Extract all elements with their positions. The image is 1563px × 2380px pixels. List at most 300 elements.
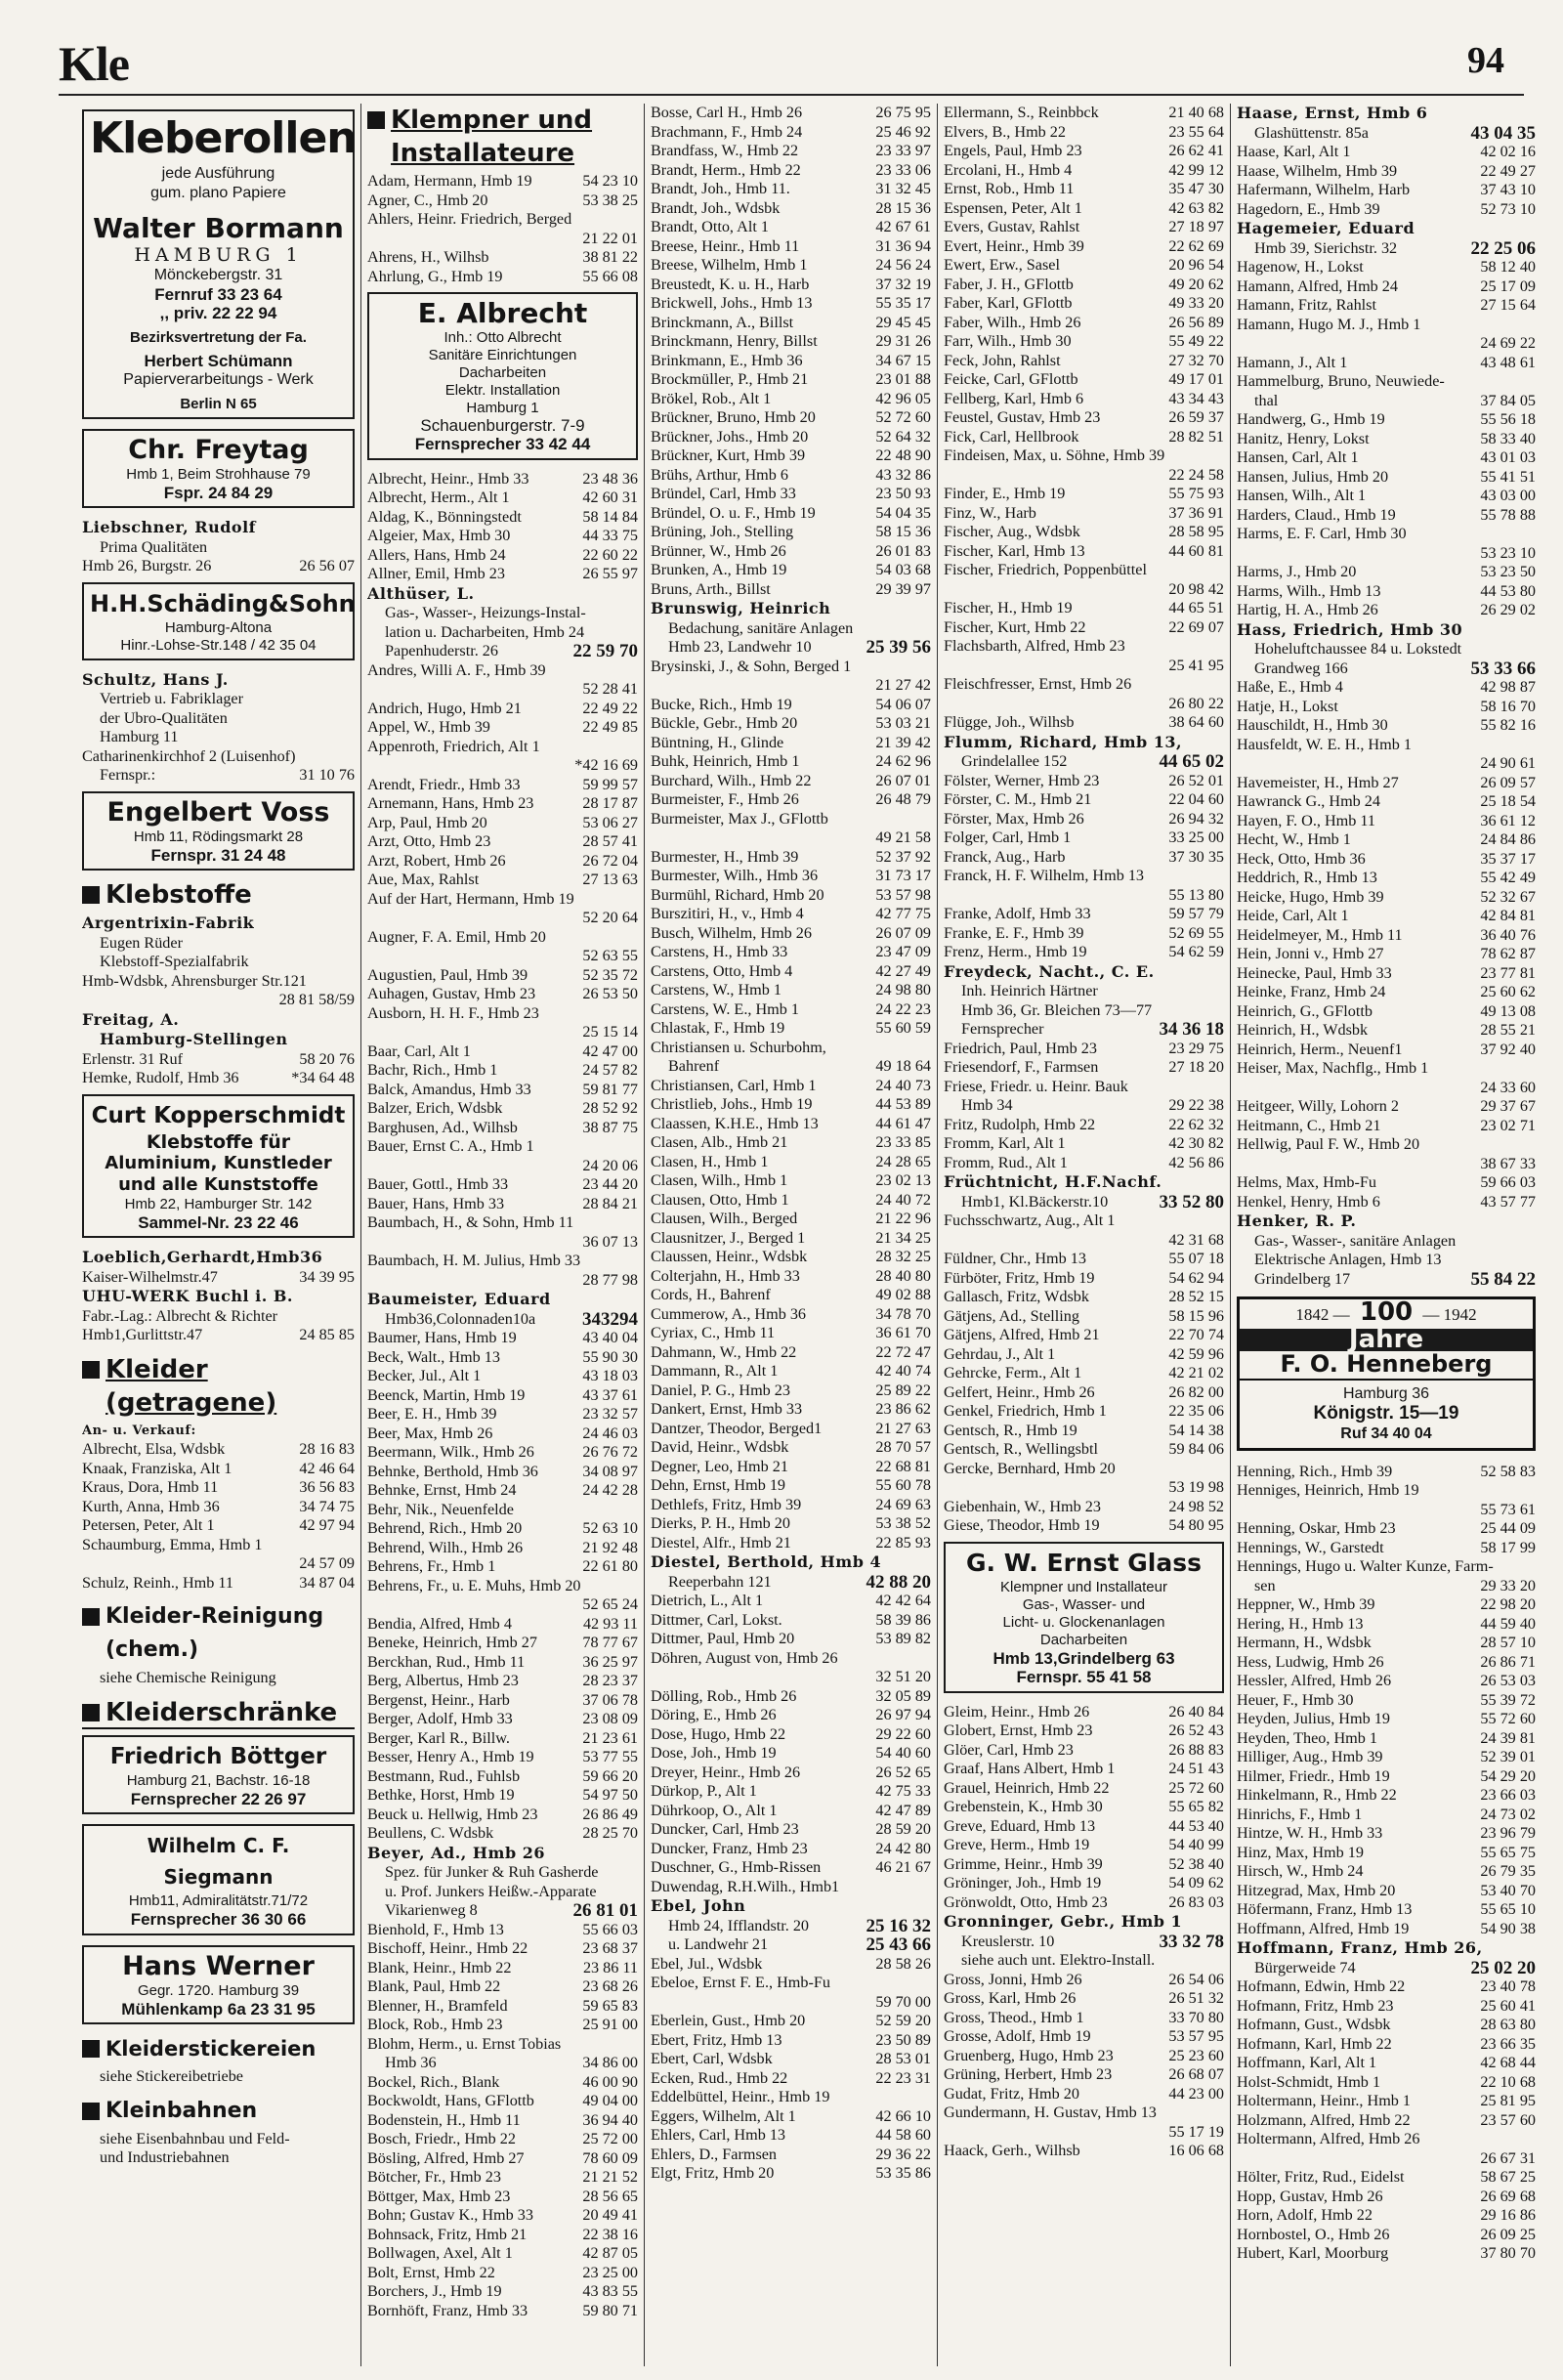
entry-name: Fritz, Rudolph, Hmb 22: [944, 1115, 1096, 1133]
directory-entry: [1237, 754, 1536, 774]
entry-name: Duncker, Carl, Hmb 23: [651, 1820, 799, 1838]
entry-name: Besser, Henry A., Hmb 19: [367, 1748, 534, 1765]
entry-name: Holtermann, Alfred, Hmb 26: [1237, 2130, 1420, 2147]
directory-entry: [367, 1844, 638, 1864]
phone-number: 21 34 25: [871, 1229, 931, 1249]
entry-name: Kraus, Dora, Hmb 11: [82, 1478, 219, 1496]
phone-number: 53 38 52: [871, 1514, 931, 1534]
entry-name: Hubert, Karl, Moorburg: [1237, 2244, 1389, 2262]
phone-number: 34 39 95: [295, 1268, 355, 1288]
directory-entry: [367, 700, 638, 719]
directory-entry: [944, 1116, 1224, 1135]
phone-number: 26 56 07: [295, 557, 355, 576]
entry-name: Behnke, Berthold, Hmb 36: [367, 1462, 538, 1480]
phone-number: 27 18 97: [1164, 218, 1224, 237]
directory-entry: [1237, 506, 1536, 526]
entry-name: Spez. für Junker & Ruh Gasherde: [385, 1863, 599, 1881]
phone-number: 22 49 22: [578, 700, 638, 719]
phone-number: 26 86 71: [1476, 1653, 1536, 1673]
directory-entry: [1237, 1232, 1536, 1252]
directory-entry: [367, 268, 638, 287]
directory-entry: [1237, 1824, 1536, 1844]
square-bullet-icon: [82, 1704, 100, 1721]
directory-entry: [944, 123, 1224, 143]
phone-number: 52 69 55: [1164, 924, 1224, 944]
phone-number: 26 75 95: [871, 104, 931, 123]
directory-entry: [651, 2088, 931, 2107]
directory-entry: [367, 1653, 638, 1673]
phone-number: 23 40 78: [1476, 1977, 1536, 1997]
directory-entry: [367, 909, 638, 928]
phone-number: 42 47 00: [578, 1042, 638, 1062]
entry-name: Reeperbahn 121: [668, 1572, 772, 1591]
phone-number: 24 69 63: [871, 1496, 931, 1515]
directory-entry: [1237, 2016, 1536, 2035]
directory-entry: [651, 599, 931, 619]
directory-entry: [944, 218, 1224, 237]
phone-number: 42 02 16: [1476, 143, 1536, 162]
directory-entry: [82, 1307, 355, 1327]
directory-entry: [944, 1989, 1224, 2009]
directory-entry: [944, 695, 1224, 714]
phone-number: 54 03 68: [871, 561, 931, 580]
entry-name: Henning, Rich., Hmb 39: [1237, 1462, 1393, 1480]
phone-number: 29 33 20: [1476, 1577, 1536, 1596]
directory-entry: [651, 2050, 931, 2069]
ad-phone: Mühlenkamp 6a 23 31 95: [121, 1999, 316, 2019]
directory-entry: [651, 580, 931, 600]
phone-number: 42 88 20: [863, 1573, 932, 1593]
phone-number: 59 57 79: [1164, 905, 1224, 924]
phone-number: 52 58 83: [1476, 1463, 1536, 1482]
section-heading-text: Kleiderschränke: [106, 1697, 338, 1727]
phone-number: 26 07 09: [871, 924, 931, 944]
square-bullet-icon: [82, 2103, 100, 2120]
directory-entry: [82, 1268, 355, 1288]
entry-name: Cyriax, C., Hmb 11: [651, 1324, 776, 1341]
square-bullet-icon: [82, 886, 100, 904]
entry-name: Fabr.-Lag.: Albrecht & Richter: [82, 1306, 278, 1325]
phone-number: 25 72 00: [578, 2130, 638, 2149]
entry-name: Grebenstein, K., Hmb 30: [944, 1798, 1103, 1815]
directory-entry: [651, 943, 931, 962]
phone-number: 53 33 66: [1467, 659, 1537, 679]
entry-name: Hein, Jonni v., Hmb 27: [1237, 945, 1384, 962]
phone-number: 22 70 74: [1164, 1326, 1224, 1345]
directory-entry: [1237, 525, 1536, 544]
entry-name: Schultz, Hans J.: [82, 669, 229, 689]
entry-name: Hawranck G., Hmb 24: [1237, 792, 1380, 810]
phone-number: 58 33 40: [1476, 430, 1536, 449]
phone-number: 24 56 24: [871, 256, 931, 276]
directory-entry: [944, 2065, 1224, 2085]
phone-number: 44 53 40: [1164, 1817, 1224, 1837]
directory-entry: [651, 523, 931, 542]
entry-name: Behrens, Fr., u. E. Muhs, Hmb 20: [367, 1576, 581, 1594]
directory-entry: [944, 1307, 1224, 1327]
directory-entry: [82, 1554, 355, 1574]
entry-name: Hatje, H., Lokst: [1237, 697, 1338, 715]
directory-entry: [82, 709, 355, 729]
entry-name: Cummerow, A., Hmb 36: [651, 1304, 807, 1323]
ad-line: Hamburg 1: [466, 400, 539, 416]
phone-number: 24 51 43: [1164, 1760, 1224, 1779]
entry-name: Franke, Adolf, Hmb 33: [944, 905, 1091, 922]
directory-entry: [651, 848, 931, 868]
directory-entry: [1237, 1059, 1536, 1079]
directory-entry: [367, 508, 638, 528]
phone-number: 52 37 92: [871, 848, 931, 868]
directory-entry: [1237, 830, 1536, 850]
directory-entry: [944, 237, 1224, 257]
entry-name: Hemke, Rudolf, Hmb 36: [82, 1069, 239, 1086]
phone-number: 42 27 49: [871, 962, 931, 982]
directory-entry: [944, 1498, 1224, 1517]
entry-name: Hinrichs, F., Hmb 1: [1237, 1805, 1363, 1823]
directory-entry: [367, 1463, 638, 1482]
directory-entry: [944, 256, 1224, 276]
entry-name: Dürkop, P., Alt 1: [651, 1782, 757, 1800]
phone-number: 49 13 08: [1476, 1002, 1536, 1022]
ad-line: Inh.: Otto Albrecht: [444, 329, 562, 346]
directory-entry: [651, 658, 931, 677]
directory-entry: [1237, 983, 1536, 1002]
phone-number: 44 61 47: [871, 1115, 931, 1134]
phone-number: 24 98 52: [1164, 1498, 1224, 1517]
anniversary-label: Jahre: [1240, 1329, 1533, 1352]
phone-number: 21 22 96: [871, 1210, 931, 1229]
directory-entry: [1237, 1691, 1536, 1711]
directory-entry: [651, 1935, 931, 1955]
entry-name: Burszitiri, H., v., Hmb 4: [651, 905, 804, 922]
entry-name: Bockel, Rich., Blank: [367, 2072, 500, 2091]
directory-entry: [1237, 277, 1536, 297]
directory-entry: [1237, 1519, 1536, 1539]
phone-number: 43 03 00: [1476, 487, 1536, 506]
directory-entry: [82, 1050, 355, 1070]
phone-number: 52 63 10: [578, 1519, 638, 1539]
ad-phone: Fernsprecher 33 42 44: [414, 435, 591, 453]
directory-entry: [367, 1672, 638, 1691]
phone-number: 28 56 65: [578, 2188, 638, 2207]
entry-name: Franck, H. F. Wilhelm, Hmb 13: [944, 867, 1145, 884]
phone-number: 29 39 97: [871, 580, 931, 600]
directory-entry: [367, 1443, 638, 1463]
phone-number: 22 60 22: [578, 546, 638, 566]
directory-entry: [1237, 1959, 1536, 1978]
entry-name: Gehrdau, J., Alt 1: [944, 1344, 1056, 1363]
directory-entry: [1237, 698, 1536, 717]
directory-entry: [944, 1721, 1224, 1741]
ad-note: Herbert Schümann: [144, 351, 293, 370]
directory-entry: [367, 2264, 638, 2283]
directory-entry: [651, 1305, 931, 1325]
phone-number: 53 19 98: [1164, 1478, 1224, 1498]
phone-number: 23 01 88: [871, 370, 931, 390]
directory-entry: [1237, 1117, 1536, 1136]
ad-company-name: F. O. Henneberg: [1240, 1351, 1533, 1381]
directory-entry: [651, 1725, 931, 1745]
entry-name: Heuer, F., Hmb 30: [1237, 1690, 1354, 1709]
directory-entry: [1237, 1097, 1536, 1117]
entry-name: Farr, Wilh., Hmb 30: [944, 332, 1072, 350]
directory-entry: [944, 1460, 1224, 1479]
phone-number: 46 00 90: [578, 2073, 638, 2093]
phone-number: 58 16 70: [1476, 698, 1536, 717]
phone-number: 16 06 68: [1164, 2142, 1224, 2161]
directory-entry: [1237, 1155, 1536, 1174]
entry-name: Grindelallee 152: [961, 752, 1068, 770]
ad-city: Hamburg 36: [1342, 1384, 1430, 1402]
directory-entry: [651, 161, 931, 181]
entry-name: Arzt, Otto, Hmb 23: [367, 832, 491, 850]
directory-entry: [367, 584, 638, 605]
entry-name: Aldag, K., Bönningstedt: [367, 507, 522, 526]
phone-number: 26 54 06: [1164, 1971, 1224, 1990]
entry-name: Breustedt, K. u. H., Harb: [651, 275, 810, 293]
entry-name: Heinecke, Paul, Hmb 33: [1237, 963, 1392, 982]
entry-name: Bergenst, Heinr., Harb: [367, 1690, 510, 1709]
directory-entry: [1237, 1997, 1536, 2017]
entry-name: Friesendorf, F., Farmsen: [944, 1058, 1099, 1076]
phone-number: 29 45 45: [871, 314, 931, 333]
entry-name: Gehrcke, Ferm., Alt 1: [944, 1364, 1082, 1381]
entry-list: [367, 172, 638, 286]
phone-number: 26 48 79: [871, 790, 931, 810]
entry-name: Hmb-Wdsbk, Ahrensburger Str.121: [82, 971, 307, 990]
phone-number: 23 50 93: [871, 485, 931, 504]
directory-entry: [651, 790, 931, 810]
phone-number: 55 73 61: [1476, 1501, 1536, 1520]
phone-number: 22 59 70: [570, 642, 639, 661]
entry-name: Gentsch, R., Wellingsbtl: [944, 1440, 1099, 1458]
entry-name: Brockmüller, P., Hmb 21: [651, 370, 809, 388]
directory-entry: [944, 848, 1224, 868]
phone-number: 37 92 40: [1476, 1041, 1536, 1060]
entry-name: Bockwoldt, Hans, GFlottb: [367, 2092, 534, 2109]
directory-entry: [367, 1959, 638, 1978]
directory-entry: [82, 991, 355, 1010]
phone-number: 27 15 64: [1476, 296, 1536, 316]
entry-name: Hamburg-Stellingen: [100, 1030, 288, 1048]
directory-entry: [944, 1211, 1224, 1231]
entry-name: Heiser, Max, Nachflg., Hmb 1: [1237, 1059, 1429, 1077]
phone-number: 25 39 56: [863, 638, 932, 658]
directory-entry: [367, 546, 638, 566]
directory-entry: [651, 1764, 931, 1783]
phone-number: 36 40 76: [1476, 926, 1536, 946]
entry-name: Dose, Hugo, Hmb 22: [651, 1724, 786, 1743]
directory-entry: [651, 237, 931, 257]
entry-name: Hansen, Julius, Hmb 20: [1237, 467, 1389, 486]
ad-note: Berlin N 65: [180, 395, 257, 412]
entry-name: Baumer, Hans, Hmb 19: [367, 1329, 517, 1346]
directory-entry: [651, 1248, 931, 1267]
entry-list: [82, 1248, 355, 1345]
entry-name: Berger, Karl R., Billw.: [367, 1728, 510, 1747]
ad-line: gum. plano Papiere: [150, 185, 286, 201]
phone-number: 54 90 38: [1476, 1920, 1536, 1939]
ad-note: Papierverarbeitungs - Werk: [123, 370, 314, 388]
phone-number: 42 60 31: [578, 489, 638, 508]
phone-number: 23 08 09: [578, 1710, 638, 1729]
ad-line: jede Ausführung: [161, 165, 275, 182]
phone-number: 22 24 58: [1164, 466, 1224, 486]
directory-entry: [944, 1172, 1224, 1193]
phone-number: 55 65 75: [1476, 1844, 1536, 1863]
phone-number: 23 57 60: [1476, 2111, 1536, 2131]
entry-name: Haase, Wilhelm, Hmb 39: [1237, 161, 1398, 180]
entry-name: Bauer, Hans, Hmb 33: [367, 1194, 505, 1212]
directory-entry: [1237, 181, 1536, 200]
directory-entry: [651, 1917, 931, 1936]
directory-entry: [367, 1577, 638, 1596]
entry-name: Bürgerweide 74: [1254, 1958, 1356, 1976]
directory-entry: [651, 2164, 931, 2184]
column-2: [361, 104, 645, 2366]
entry-name: Hanitz, Henry, Lokst: [1237, 429, 1370, 447]
phone-number: 55 49 22: [1164, 332, 1224, 352]
phone-number: 44 53 89: [871, 1095, 931, 1115]
ad-line: Hinr.-Lohse-Str.148 / 42 35 04: [120, 636, 317, 654]
phone-number: 24 42 80: [871, 1840, 931, 1859]
directory-entry: [651, 1649, 931, 1669]
directory-entry: [367, 565, 638, 584]
directory-entry: [651, 332, 931, 352]
entry-name: Franck, Aug., Harb: [944, 847, 1066, 866]
directory-entry: [1237, 2206, 1536, 2226]
ad-glass: [944, 1542, 1224, 1693]
phone-number: 55 13 80: [1164, 886, 1224, 906]
phone-number: 59 81 77: [578, 1081, 638, 1100]
entry-name: Döhren, August von, Hmb 26: [651, 1648, 838, 1667]
entry-name: Algeier, Max, Hmb 30: [367, 527, 511, 544]
directory-entry: [367, 1042, 638, 1062]
entry-name: Hmb 26, Burgstr. 26: [82, 557, 212, 574]
directory-entry: [1237, 334, 1536, 354]
entry-name: Bösling, Alfred, Hmb 27: [367, 2148, 525, 2167]
entry-name: Hering, H., Hmb 13: [1237, 1614, 1364, 1633]
ad-line: Gas-, Wasser- und: [1022, 1595, 1146, 1613]
entry-name: Dahmann, W., Hmb 22: [651, 1342, 797, 1361]
cross-reference: und Industriebahnen: [100, 2148, 230, 2166]
directory-entry: [944, 1817, 1224, 1837]
entry-name: Gröninger, Joh., Hmb 19: [944, 1874, 1102, 1891]
phone-number: 36 07 13: [578, 1233, 638, 1253]
entry-name: Block, Rob., Hmb 23: [367, 2016, 503, 2033]
phone-number: 25 15 14: [578, 1023, 638, 1042]
directory-entry: [367, 1710, 638, 1729]
ad-phone: Fernspr. 55 41 58: [1016, 1668, 1152, 1686]
entry-name: Friese, Friedr. u. Heinr. Bauk: [944, 1077, 1128, 1095]
entry-list: [1237, 104, 1536, 1289]
directory-entry: [944, 1741, 1224, 1761]
directory-entry: [651, 1476, 931, 1496]
entry-name: Bollwagen, Axel, Alt 1: [367, 2244, 513, 2262]
phone-number: 25 81 95: [1476, 2092, 1536, 2111]
ad-phone: Fernsprecher 22 26 97: [130, 1789, 307, 1808]
phone-number: 20 96 54: [1164, 256, 1224, 276]
ad-company-name: Walter Bormann: [93, 212, 344, 244]
phone-number: 42 47 89: [871, 1802, 931, 1821]
entry-name: Gätjens, Ad., Stelling: [944, 1306, 1079, 1325]
phone-number: 24 85 85: [295, 1326, 355, 1345]
phone-number: 58 17 99: [1476, 1539, 1536, 1558]
phone-number: 42 46 64: [295, 1460, 355, 1479]
ad-title: G. W. Ernst Glass: [966, 1548, 1202, 1577]
entry-name: Brühs, Arthur, Hmb 6: [651, 465, 788, 484]
entry-name: Handwerg, G., Hmb 19: [1237, 410, 1385, 428]
entry-name: Klebstoff-Spezialfabrik: [100, 953, 249, 970]
directory-entry: [1237, 850, 1536, 870]
phone-number: 54 62 59: [1164, 943, 1224, 962]
phone-number: 28 58 95: [1164, 523, 1224, 542]
entry-name: Borchers, J., Hmb 19: [367, 2282, 502, 2300]
directory-entry: [944, 1134, 1224, 1154]
phone-number: 36 25 97: [578, 1653, 638, 1673]
entry-name: Ewert, Erw., Sasel: [944, 256, 1060, 274]
directory-entry: [82, 1516, 355, 1536]
entry-name: Prima Qualitäten: [100, 537, 208, 556]
phone-number: 26 52 01: [1164, 772, 1224, 791]
directory-entry: [1237, 1501, 1536, 1520]
phone-number: 55 66 03: [578, 1921, 638, 1940]
ad-title: Curt Kopperschmidt: [91, 1102, 346, 1128]
phone-number: 25 46 92: [871, 123, 931, 143]
phone-number: 55 60 78: [871, 1476, 931, 1496]
entry-name: Globert, Ernst, Hmb 23: [944, 1721, 1093, 1739]
directory-entry: [1237, 1041, 1536, 1060]
directory-entry: [944, 1383, 1224, 1403]
directory-entry: [82, 747, 355, 767]
entry-name: Franke, E. F., Hmb 39: [944, 923, 1084, 942]
phone-number: 34 74 75: [295, 1498, 355, 1517]
directory-entry: [1237, 964, 1536, 984]
phone-number: 28 70 57: [871, 1438, 931, 1458]
entry-list: [82, 518, 355, 576]
phone-number: 53 23 10: [1476, 544, 1536, 564]
directory-entry: [944, 1269, 1224, 1289]
phone-number: 24 62 96: [871, 752, 931, 772]
directory-entry: [651, 1229, 931, 1249]
entry-name: Gross, Jonni, Hmb 26: [944, 1970, 1082, 1988]
phone-number: 58 15 96: [1164, 1307, 1224, 1327]
entry-name: Petersen, Peter, Alt 1: [82, 1516, 215, 1534]
directory-entry: [367, 1883, 638, 1902]
entry-name: Brunswig, Heinrich: [651, 599, 831, 617]
entry-name: Kreuslerstr. 10: [961, 1932, 1055, 1950]
entry-name: Auhagen, Gustav, Hmb 23: [367, 985, 536, 1002]
entry-name: Brückner, Kurt, Hmb 39: [651, 446, 806, 464]
phone-number: 44 59 40: [1476, 1615, 1536, 1635]
entry-name: Schaumburg, Emma, Hmb 1: [82, 1535, 263, 1553]
phone-number: 28 57 10: [1476, 1634, 1536, 1653]
phone-number: 58 39 86: [871, 1611, 931, 1631]
entry-name: Henkel, Henry, Hmb 6: [1237, 1192, 1380, 1211]
phone-number: 26 09 57: [1476, 774, 1536, 793]
phone-number: 29 37 67: [1476, 1097, 1536, 1117]
directory-entry: [367, 172, 638, 191]
phone-number: 54 80 95: [1164, 1516, 1224, 1536]
entry-name: Helms, Max, Hmb-Fu: [1237, 1173, 1376, 1191]
entry-name: Havemeister, H., Hmb 27: [1237, 773, 1399, 791]
phone-number: 33 32 78: [1156, 1933, 1225, 1952]
entry-name: Hennings, Hugo u. Walter Kunze, Farm-: [1237, 1557, 1494, 1575]
directory-entry: [367, 248, 638, 268]
entry-name: Fernsprecher: [961, 1020, 1044, 1038]
directory-entry: [367, 2073, 638, 2093]
directory-entry: [944, 332, 1224, 352]
